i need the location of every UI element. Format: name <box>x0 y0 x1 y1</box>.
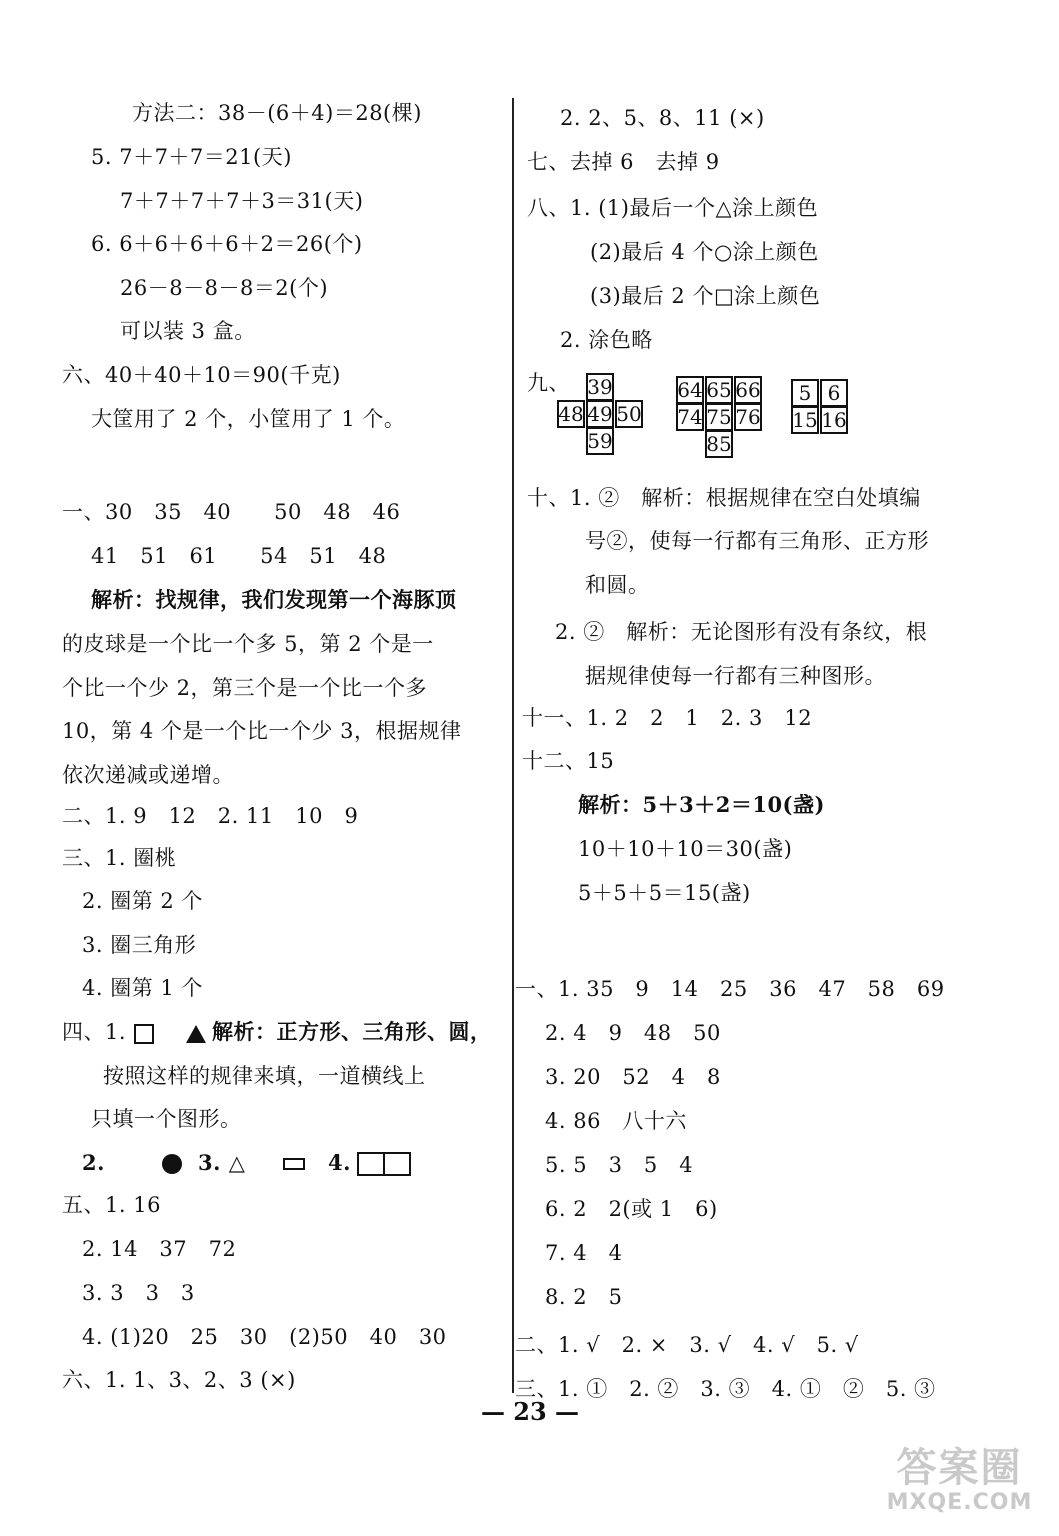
text-line: 按照这样的规律来填，一道横线上 <box>103 1064 426 1088</box>
text-line: 3. 3 3 3 <box>82 1281 195 1305</box>
grid-cell: 65 <box>706 378 732 402</box>
text-line: 八、1. (1)最后一个△涂上颜色 <box>527 196 819 220</box>
text-line: 2. ② 解析：无论图形有没有条纹，根 <box>555 620 928 644</box>
text-line: 8. 2 5 <box>545 1285 623 1309</box>
text-line: 4. <box>328 1150 351 1175</box>
text-line: 2. 圈第 2 个 <box>82 889 203 913</box>
grid-cell <box>557 373 585 401</box>
text-line: 十二、15 <box>522 749 615 773</box>
text-line: 26－8－8－8＝2(个) <box>120 276 329 300</box>
text-line: 5＋5＋5＝15(盏) <box>578 881 751 905</box>
text-line: 五、1. 16 <box>62 1193 161 1217</box>
text-line: 5. 7＋7＋7＝21(天) <box>91 145 292 169</box>
text-line: 三、1. ① 2. ② 3. ③ 4. ① ② 5. ③ <box>515 1377 936 1401</box>
text-line: 10＋10＋10＝30(盏) <box>578 837 793 861</box>
text-line: 41 51 61 54 51 48 <box>91 544 387 568</box>
grid-cell <box>615 427 643 455</box>
text-line: 二、1. 9 12 2. 11 10 9 <box>62 804 359 828</box>
grid-cell <box>557 427 585 455</box>
text-line: 号②，使每一行都有三角形、正方形 <box>585 529 929 553</box>
text-line: 七、去掉 6 去掉 9 <box>527 150 720 174</box>
text-line: 2. 14 37 72 <box>82 1237 237 1261</box>
text-line: 6. 2 2(或 1 6) <box>545 1197 718 1221</box>
grid-cell <box>734 430 762 458</box>
watermark-bottom: MXQE.COM <box>886 1490 1033 1515</box>
text-line: 六、1. 1、3、2、3 (×) <box>62 1368 296 1392</box>
square-icon <box>133 1023 155 1045</box>
grid-cell: 48 <box>558 402 584 426</box>
text-line: 三、1. 圈桃 <box>62 846 177 870</box>
grid-cell: 15 <box>792 408 818 432</box>
text-line: 7＋7＋7＋7＋3＝31(天) <box>120 189 364 213</box>
filled-circle-icon <box>160 1152 184 1176</box>
number-grid-2 <box>677 377 764 458</box>
text-line <box>62 1017 208 1047</box>
text-line: 4. 圈第 1 个 <box>82 976 203 1000</box>
watermark-top: 答案圈 <box>896 1445 1023 1491</box>
grid-cell: 6 <box>820 379 848 407</box>
grid-cell: 64 <box>677 378 703 402</box>
text-line: 6. 6＋6＋6＋6＋2＝26(个) <box>91 232 363 256</box>
grid-cell: 66 <box>735 378 761 402</box>
text-line: 可以装 3 盒。 <box>120 319 256 343</box>
grid-cell <box>676 430 704 458</box>
text-line: 5. 5 3 5 4 <box>545 1153 694 1177</box>
filled-triangle-icon <box>184 1023 208 1045</box>
text-line: 十一、1. 2 2 1 2. 3 12 <box>522 706 813 730</box>
text-line: 和圆。 <box>585 573 650 597</box>
text-line: 个比一个少 2，第三个是一个比一个多 <box>62 676 428 700</box>
text-line: 大筐用了 2 个，小筐用了 1 个。 <box>91 407 406 431</box>
rectangle-icon <box>282 1156 306 1172</box>
text-line: 7. 4 4 <box>545 1241 623 1265</box>
text-line: 2. <box>82 1150 105 1175</box>
grid-cell: 59 <box>587 429 613 453</box>
page-number: — 23 — <box>480 1397 580 1426</box>
text-line: 4. 86 八十六 <box>545 1109 687 1133</box>
text-line: 十、1. ② 解析：根据规律在空白处填编 <box>527 486 921 510</box>
grid-cell: 76 <box>735 405 761 429</box>
text-line: 一、30 35 40 50 48 46 <box>62 500 401 524</box>
double-square-icon <box>356 1151 412 1177</box>
text-line: (3)最后 2 个□涂上颜色 <box>590 284 821 308</box>
text-line: 据规律使每一行都有三种图形。 <box>585 664 886 688</box>
text-line: 的皮球是一个比一个多 5，第 2 个是一 <box>62 632 434 656</box>
grid-cell: 49 <box>587 402 613 426</box>
number-grid-1 <box>558 374 645 455</box>
text-line: 3. 20 52 4 8 <box>545 1065 721 1089</box>
column-divider <box>512 98 514 1393</box>
text-line: 解析：正方形、三角形、圆， <box>212 1019 492 1044</box>
text-line: 2. 涂色略 <box>560 328 653 352</box>
grid-cell: 50 <box>616 402 642 426</box>
text-line: 六、40＋40＋10＝90(千克) <box>62 363 341 387</box>
watermark-logo <box>872 1446 1047 1526</box>
number-grid-3 <box>792 380 850 434</box>
grid-cell: 74 <box>677 405 703 429</box>
text-line: 只填一个图形。 <box>91 1107 242 1131</box>
text-line: 解析：找规律，我们发现第一个海豚顶 <box>91 587 457 612</box>
text-line: 二、1. √ 2. × 3. √ 4. √ 5. √ <box>515 1333 859 1357</box>
text-line: 九、 <box>527 371 570 395</box>
text-line: 方法二：38－(6＋4)＝28(棵) <box>132 101 422 125</box>
text-line: (2)最后 4 个○涂上颜色 <box>590 240 819 264</box>
grid-cell: 5 <box>791 379 819 407</box>
text-line: 3. △ <box>198 1150 246 1175</box>
text-line: 依次递减或递增。 <box>62 763 234 787</box>
text-line: 2. 4 9 48 50 <box>545 1021 721 1045</box>
grid-cell <box>615 373 643 401</box>
grid-cell: 85 <box>706 432 732 456</box>
text-line: 10，第 4 个是一个比一个少 3，根据规律 <box>62 719 462 743</box>
text-line: 3. 圈三角形 <box>82 933 197 957</box>
grid-cell: 75 <box>706 405 732 429</box>
grid-cell: 39 <box>587 375 613 399</box>
text-line: 4. (1)20 25 30 (2)50 40 30 <box>82 1325 447 1349</box>
item-label: 四、1. <box>62 1020 127 1044</box>
grid-cell: 16 <box>821 408 847 432</box>
text-line: 2. 2、5、8、11 (×) <box>560 106 765 130</box>
text-line: 一、1. 35 9 14 25 36 47 58 69 <box>515 977 945 1001</box>
text-line: 解析：5＋3＋2＝10(盏) <box>578 792 825 817</box>
